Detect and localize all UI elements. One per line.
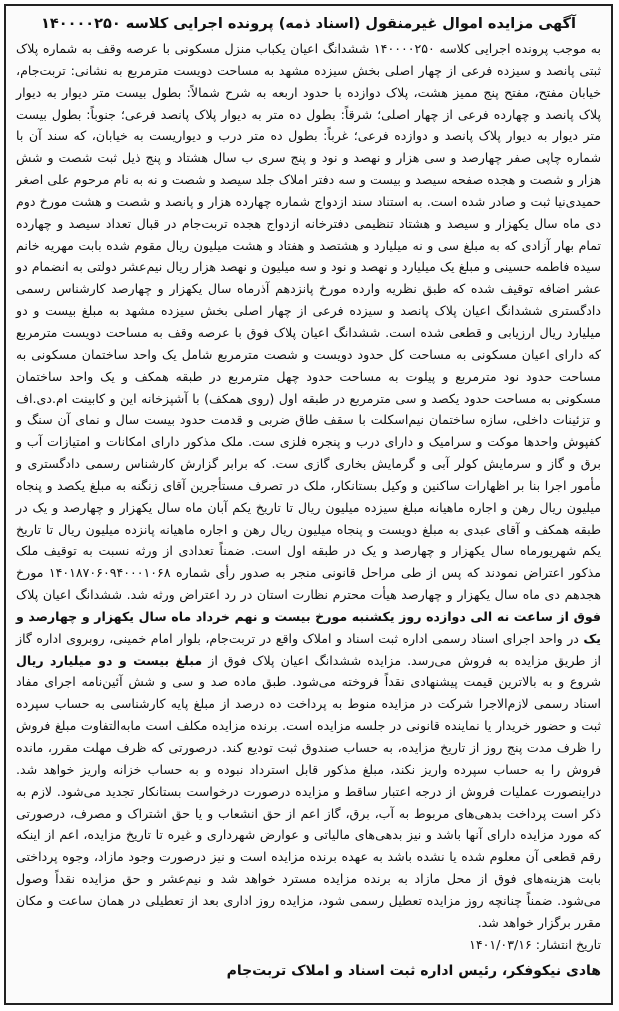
notice-body-part-1: به موجب پرونده اجرایی کلاسه ۱۴۰۰۰۰۲۵۰ ششدانگ اعیان یکباب منزل مسکونی با عرصه وقف به شماره پلاک ثبتی پانصد و سیزده فرعی از چهار اصلی بخش سیزده مشهد به مساحت دویست مترمربع به نشانی: تربت‌جام، خیابان مفتح، مفتح پنج ممیز هشت، پلاک دوازده با حدود اربعه به شرح شمالاً: بطول بیست متر دیوار به دیوار پلاک پانصد و چهارده فرعی از چهار اصلی؛ شرقاً: بطول ده متر به دیوار پلاک پانصد فرعی؛ جنوباً: بطول بیست متر دیوار به دیوار پلاک پانصد و دوازده فرعی؛ غرباً: بطول ده متر درب و دیواریست به خیابان، که سند آن با شماره چاپی صفر چهارصد و سی هزار و نهصد و نود و پنج سری ب سال هشتاد و پنج ذیل ثبت شصت و شش هزار و شصت و هجده صفحه سیصد و بیست و سه دفتر املاک جلد سیصد و شصت و نه به نام مرحوم علی اصغر حمیدی‌نیا ثبت و صادر شده است. به استناد سند ازدواج شماره چهارده هزار و پانصد و شصت و هشت مورخ دوم دی ماه سال یکهزار و سیصد و هشتاد تنظیمی دفترخانه ازدواج هجده تربت‌جام در قبال تعداد سیصد و چهارده تمام بهار آزادی که به مبلغ سی و نه میلیارد و هشتصد و هفتاد و هشت میلیون ریال مقوم شده بابت مهریه خانم سیده فاطمه حسینی و مبلغ یک میلیارد و نهصد و نود و سه میلیون و نهصد هزار ریال نیم‌عشر دولتی به انضمام دو عشر اضافه توقیف شده که طبق نظریه وارده مورخ پانزدهم آذرماه سال یکهزار و چهارصد کارشناس رسمی دادگستری ششدانگ اعیان پلاک پانصد و سیزده فرعی از چهار اصلی بخش سیزده مشهد به مبلغ بیست و دو میلیارد ریال ارزیابی و قطعی شده است. ششدانگ اعیان پلاک فوق با عرصه وقف به مساحت دویست مترمربع که دارای اعیان مسکونی به مساحت کل حدود دویست و شصت مترمربع شامل یک واحد ساختمان مسکونی به مساحت حدود نود مترمربع و پیلوت به مساحت حدود چهل مترمربع در طبقه همکف و یک واحد ساختمان مسکونی به مساحت حدود یکصد و سی مترمربع در طبقه اول (روی همکف) با آشپزخانه این و کابینت ام.دی.اف و تزئینات داخلی، سازه ساختمان نیم‌اسکلت با سقف طاق ضربی و قدمت حدود بیست سال و نمای آن سنگ و کفپوش واحدها موکت و سرامیک و دارای درب و پنجره فلزی ست. ملک مذکور دارای امکانات و امتیازات آب و برق و گاز و سرمایش کولر آبی و گرمایش بخاری گازی ست. که برابر گزارش کارشناس رسمی دادگستری و مأمور اجرا بنا بر اظهارات ساکنین و وکیل بستانکار، ملک در تصرف مستأجرین آقای زنگنه به مبلغ یکصد و پنجاه میلیون ریال رهن و اجاره ماهیانه مبلغ سیزده میلیون ریال تا تاریخ یکم آبان ماه سال یکهزار و چهارصد و یک در طبقه همکف و آقای عبدی به مبلغ دویست و پنجاه میلیون ریال رهن و اجاره ماهیانه پانزده میلیون ریال تا تاریخ یکم شهریورماه سال یکهزار و چهارصد و یک در طبقه اول است. ضمناً تعدادی از ورثه نسبت به توقیف ملک مذکور اعتراض نمودند که پس از طی مراحل قانونی منجر به صدور رأی شماره ۱۴۰۱۸۷۰۶۰۹۴۰۰۰۱۰۶۸ مورخ هجدهم دی ماه سال یکهزار و چهارصد هیأت محترم نظارت استان در رد اعتراض ورثه شد. ششدانگ اعیان پلاک: [16, 41, 602, 603]
publish-date: تاریخ انتشار: ۱۴۰۱/۰۳/۱۶: [469, 936, 601, 952]
base-price-text: مبلغ بیست و دو میلیارد ریال: [16, 652, 203, 668]
notice-frame: [4, 4, 613, 1005]
notice-body: [16, 38, 601, 934]
notice-body-part-3: شروع و به بالاترین قیمت پیشنهادی نقداً فروخته می‌شود. طبق ماده صد و سی و شش آئین‌نامه اجرای مفاد اسناد رسمی لازم‌الاجرا شرکت در مزایده منوط به پرداخت ده درصد از مبلغ پایه کارشناسی به حساب سپرده ثبت و حضور خریدار یا نماینده قانونی در جلسه مزایده است. برنده مزایده مکلف است مابه‌التفاوت مبلغ فروش را ظرف مدت پنج روز از تاریخ مزایده، به حساب صندوق ثبت تودیع کند. درصورتی که ظرف مهلت مقرر، مانده فروش را به حساب سپرده واریز نکند، مبلغ مذکور قابل استرداد نبوده و به حساب خزانه واریز خواهد شد. دراینصورت عملیات فروش از درجه اعتبار ساقط و مزایده درصورت درخواست بستانکار تجدید می‌شود. لازم به ذکر است پرداخت بدهی‌های مربوط به آب، برق، گاز اعم از حق انشعاب و یا حق اشتراک و مصرف، درصورتی که مورد مزایده دارای آنها باشد و نیز بدهی‌های مالیاتی و عوارض شهرداری و غیره تا تاریخ مزایده، اعم از اینکه رقم قطعی آن معلوم شده یا نشده باشد به عهده برنده مزایده است و نیز درصورت وجود مازاد، وجوه پرداختی بابت هزینه‌های فوق از محل مازاد به برنده مزایده مسترد خواهد شد و نیم‌عشر و حق مزایده نقداً وصول می‌شود. ضمناً چنانچه روز مزایده تعطیل رسمی شود، مزایده روز اداری بعد از تعطیلی در همان ساعت و مکان مقرر برگزار خواهد شد.: [16, 674, 601, 930]
notice-body-part-2: در واحد اجرای اسناد رسمی اداره ثبت اسناد و املاک واقع در تربت‌جام، بلوار امام خمینی، روبروی اداره گاز از طریق مزایده به فروش می‌رسد. مزایده ششدانگ اعیان پلاک فوق از: [16, 630, 602, 668]
auction-time-text: فوق از ساعت نه الی دوازده روز یکشنبه مورخ بیست و نهم خرداد ماه سال یکهزار و چهارصد و یک: [16, 608, 601, 646]
signature: هادی نیکوفکر، رئیس اداره ثبت اسناد و املاک تربت‌جام: [226, 962, 601, 979]
notice-title: آگهی مزایده اموال غیرمنقول (اسناد ذمه) پرونده اجرایی کلاسه ۱۴۰۰۰۰۲۵۰: [41, 16, 576, 32]
